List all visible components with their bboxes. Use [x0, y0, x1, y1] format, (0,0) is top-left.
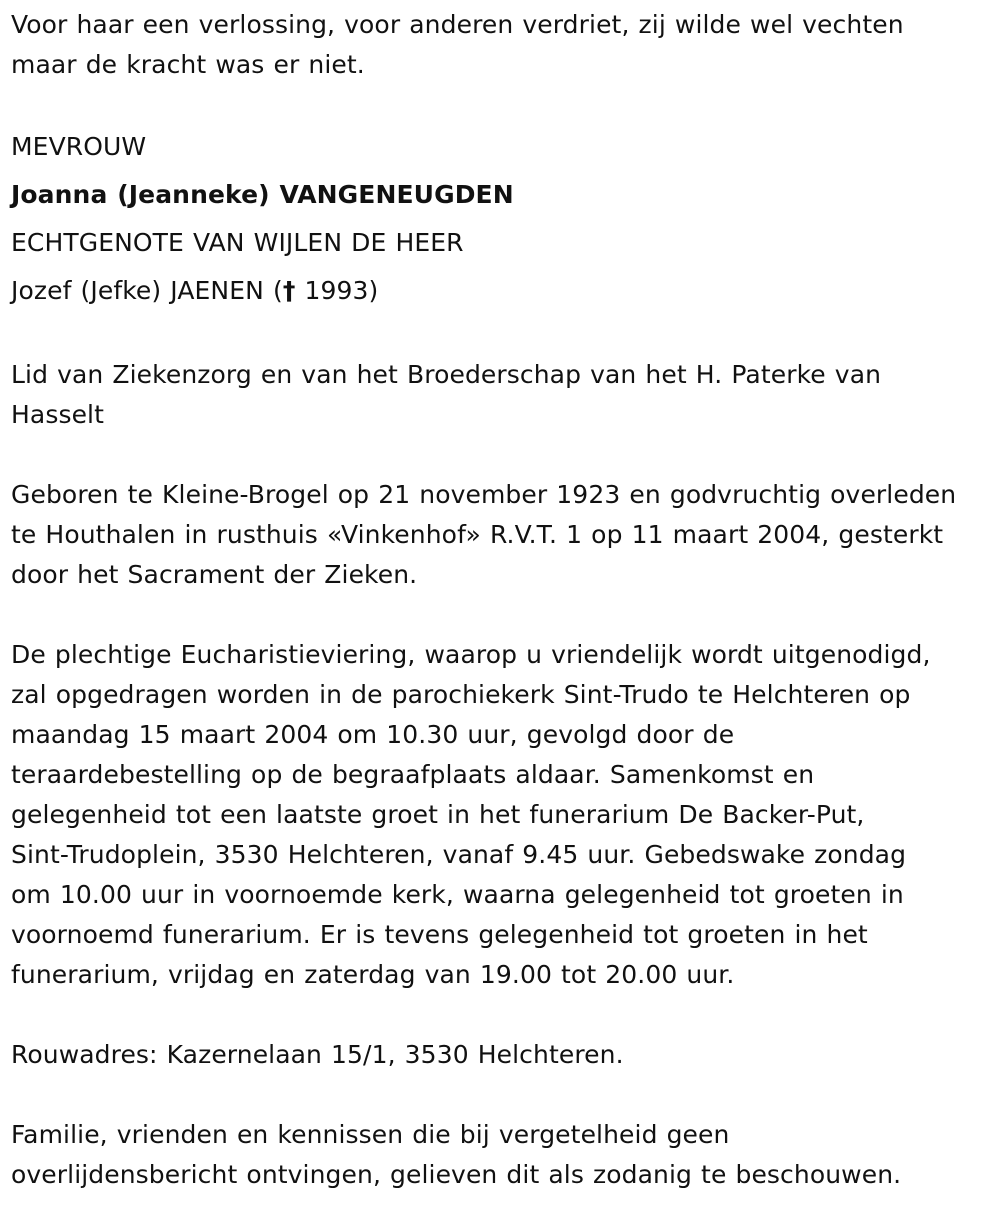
spouse-name: Jozef (Jefke) JAENEN (	[11, 276, 283, 305]
closing-paragraph	[11, 1115, 995, 1195]
paragraph-line: teraardebestelling op de begraafplaats aldaar. Samenkomst en	[11, 760, 815, 789]
ceremony-paragraph	[11, 635, 995, 995]
paragraph-line: maandag 15 maart 2004 om 10.30 uur, gevolgd door de	[11, 720, 735, 749]
birth-death-paragraph	[11, 475, 995, 595]
spouse-label: ECHTGENOTE VAN WIJLEN DE HEER	[11, 228, 464, 257]
intro-line: maar de kracht was er niet.	[11, 50, 365, 79]
paragraph-line: voornoemd funerarium. Er is tevens gelegenheid tot groeten in het	[11, 920, 868, 949]
spouse-line	[11, 267, 995, 315]
paragraph-line: Hasselt	[11, 400, 104, 429]
address-paragraph	[11, 1035, 995, 1075]
paragraph-line: zal opgedragen worden in de parochiekerk Sint-Trudo te Helchteren op	[11, 680, 911, 709]
paragraph-line: door het Sacrament der Zieken.	[11, 560, 418, 589]
paragraph-line: Familie, vrienden en kennissen die bij vergetelheid geen	[11, 1120, 730, 1149]
intro-line: Voor haar een verlossing, voor anderen verdriet, zij wilde wel vechten	[11, 10, 904, 39]
paragraph-line: Geboren te Kleine-Brogel op 21 november 1923 en godvruchtig overleden	[11, 480, 957, 509]
paragraph-line: overlijdensbericht ontvingen, gelieven dit als zodanig te beschouwen.	[11, 1160, 902, 1189]
paragraph-line: Sint-Trudoplein, 3530 Helchteren, vanaf 9.45 uur. Gebedswake zondag	[11, 840, 907, 869]
paragraph-line: Lid van Ziekenzorg en van het Broederschap van het H. Paterke van	[11, 360, 882, 389]
paragraph-line: gelegenheid tot een laatste groet in het funerarium De Backer-Put,	[11, 800, 865, 829]
mourning-address: Rouwadres: Kazernelaan 15/1, 3530 Helchteren.	[11, 1040, 624, 1069]
paragraph-line: De plechtige Eucharistieviering, waarop u vriendelijk wordt uitgenodigd,	[11, 640, 931, 669]
intro-quote	[11, 5, 995, 85]
membership-paragraph	[11, 355, 995, 435]
deceased-name: Joanna (Jeanneke) VANGENEUGDEN	[11, 180, 514, 209]
paragraph-line: funerarium, vrijdag en zaterdag van 19.00 tot 20.00 uur.	[11, 960, 735, 989]
spouse-death-year: 1993)	[295, 276, 379, 305]
paragraph-line: te Houthalen in rusthuis «Vinkenhof» R.V.T. 1 op 11 maart 2004, gesterkt	[11, 520, 944, 549]
cross-icon: †	[282, 276, 296, 305]
paragraph-line: om 10.00 uur in voornoemde kerk, waarna gelegenheid tot groeten in	[11, 880, 904, 909]
honorific: MEVROUW	[11, 132, 147, 161]
obituary-notice	[11, 0, 995, 1195]
deceased-block	[11, 123, 995, 315]
